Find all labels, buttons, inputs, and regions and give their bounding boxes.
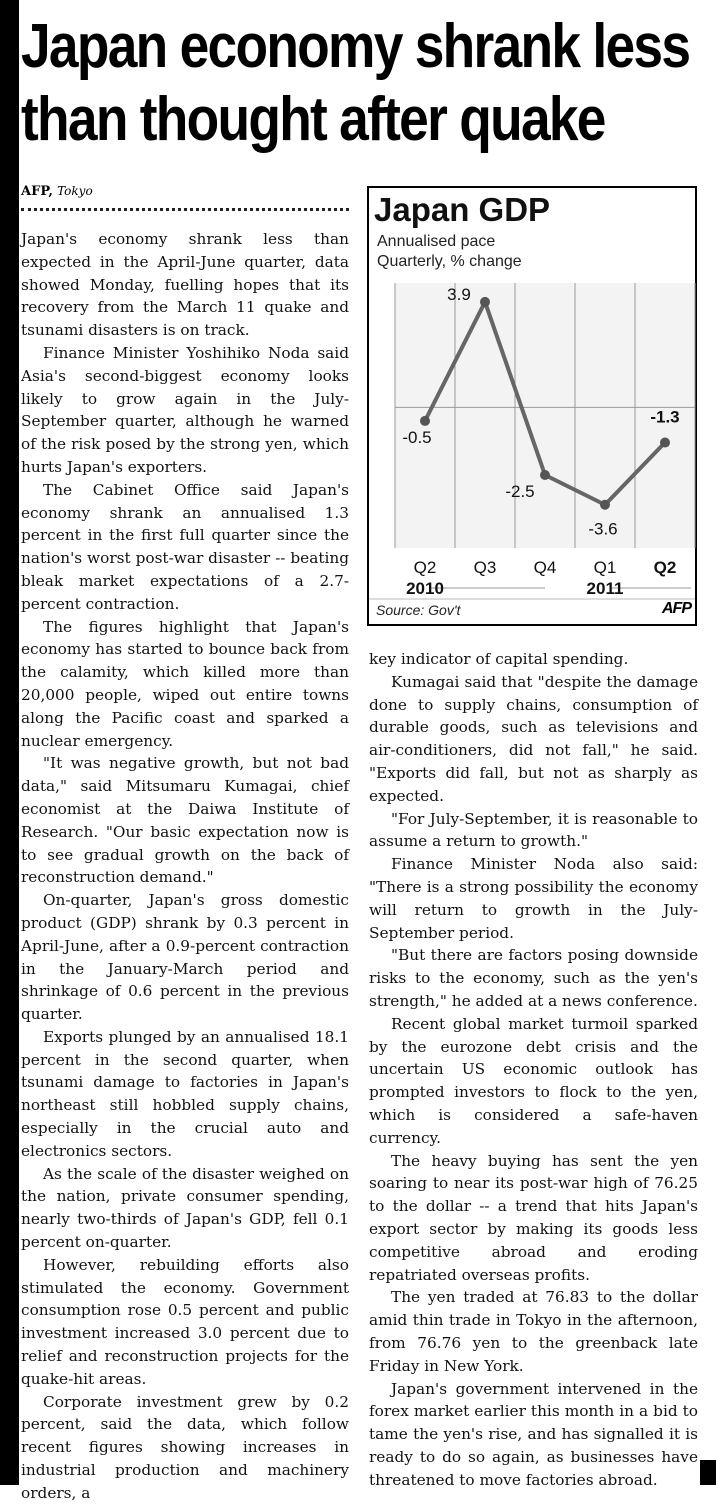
paragraph: key indicator of capital spending. (369, 650, 629, 668)
article-column-2 (369, 648, 698, 1491)
paragraph: Finance Minister Noda also said: "There is a strong possibility the economy will return to growth in the July-September period. (369, 855, 698, 942)
paragraph: Recent global market turmoil sparked by the eurozone debt crisis and the uncertain US economic outlook has prompted investors to flock to the yen, which is considered a safe-haven currency. (369, 1014, 698, 1147)
paragraph: Japan's government intervened in the forex market earlier this month in a bid to tame the yen's rise, and has signalled it is ready to do so again, as businesses have threatened to move factories abroad. (369, 1379, 698, 1489)
paragraph: Japan's economy shrank less than expected in the April-June quarter, data showed Monday, fuelling hopes that its recovery from the March 11 quake and tsunami disasters is on track. (21, 230, 349, 340)
data-point (540, 470, 550, 480)
year-label: 2011 (586, 579, 624, 598)
value-label: -0.5 (402, 427, 432, 447)
paragraph: The yen traded at 76.83 to the dollar amid thin trade in Tokyo in the afternoon, from 76.76 yen to the greenback late Friday in New York. (369, 1288, 698, 1375)
paragraph: "For July-September, it is reasonable to assume a return to growth." (369, 809, 698, 851)
byline-agency: AFP, (21, 184, 53, 199)
category-tick-label: Q2 (413, 558, 437, 577)
category-tick-label: Q1 (593, 558, 617, 577)
paragraph: The Cabinet Office said Japan's economy shrank an annualised 1.3 percent in the first full quarter since the nation's worst post-war disaster -- beating bleak market expectations of a 2.7-percent contraction. (21, 480, 349, 613)
paragraph: Exports plunged by an annualised 18.1 percent in the second quarter, when tsunami damage to factories in Japan's northeast still hobbled supply chains, especially in the crucial auto and electronics sectors. (21, 1027, 349, 1160)
year-label: 2010 (406, 579, 444, 598)
chart-title: Japan GDP (374, 191, 551, 228)
paragraph: "It was negative growth, but not bad data," said Mitsumaru Kumagai, chief economist at the Daiwa Institute of Research. "Our basic expectation now is to see gradual growth on the back of reconstruction demand." (21, 754, 349, 887)
chart-subtitle-1: Annualised pace (377, 233, 496, 250)
value-label: -1.3 (650, 407, 680, 427)
paragraph: As the scale of the disaster weighed on the nation, private consumer spending, nearly two-thirds of Japan's GDP, fell 0.1 percent on-quarter. (21, 1164, 349, 1252)
category-tick-label: Q4 (533, 558, 557, 577)
headline (21, 10, 690, 156)
paragraph: Finance Minister Yoshihiko Noda said Asia's second-biggest economy looks likely to grow again in the July-September quarter, although he warned of the risk posed by the strong yen, which hurts Japan's exporters. (21, 343, 349, 476)
data-point (420, 416, 430, 426)
chart-plot (369, 188, 695, 624)
paragraph: Kumagai said that "despite the damage done to supply chains, consumption of durable goods, such as televisions and air-conditioners, did not fall," he said. "Exports did fall, but not as sharply as expected. (369, 672, 698, 805)
article-column-1 (21, 228, 349, 1505)
byline (21, 184, 93, 199)
paragraph: However, rebuilding efforts also stimulated the economy. Government consumption rose 0.5 percent and public investment increased 3.0 percent due to relief and reconstruction projects for the quake-hit areas. (21, 1255, 349, 1388)
category-tick-label: Q3 (473, 558, 497, 577)
afp-logo: AFP (662, 600, 691, 617)
chart-subtitle-2: Quarterly, % change (377, 253, 522, 270)
value-label: -2.5 (505, 481, 535, 501)
data-point (480, 297, 490, 307)
paragraph: The heavy buying has sent the yen soaring to near its post-war high of 76.25 to the dollar -- a trend that hits Japan's export sector by making its goods less competitive abroad and eroding repatriated overseas profits. (369, 1151, 698, 1284)
left-margin-bar (0, 0, 19, 1485)
paragraph: Corporate investment grew by 0.2 percent, said the data, which follow recent figures showing increases in industrial production and machinery orders, a (21, 1392, 349, 1502)
category-tick-label: Q2 (653, 558, 677, 577)
headline-line-1: Japan economy shrank less (21, 12, 690, 81)
paragraph: "But there are factors posing downside risks to the economy, such as the yen's strength," he added at a news conference. (369, 946, 698, 1010)
paragraph: The figures highlight that Japan's economy has started to bounce back from the calamity, which killed more than 20,000 people, wiped out entire towns along the Pacific coast and sparked a nuclear emergency. (21, 617, 349, 750)
headline-line-2: than thought after quake (21, 85, 605, 154)
dotted-rule (21, 208, 349, 212)
paragraph: On-quarter, Japan's gross domestic product (GDP) shrank by 0.3 percent in April-June, after a 0.9-percent contraction in the January-March period and shrinkage of 0.6 percent in the previous quarter. (21, 891, 349, 1024)
corner-block (700, 1460, 716, 1485)
gdp-chart (367, 186, 697, 626)
chart-source: Source: Gov't (376, 602, 461, 618)
value-label: 3.9 (447, 284, 471, 304)
data-point (660, 438, 670, 448)
value-label: -3.6 (588, 519, 618, 539)
data-point (600, 500, 610, 510)
byline-city: Tokyo (57, 184, 93, 198)
